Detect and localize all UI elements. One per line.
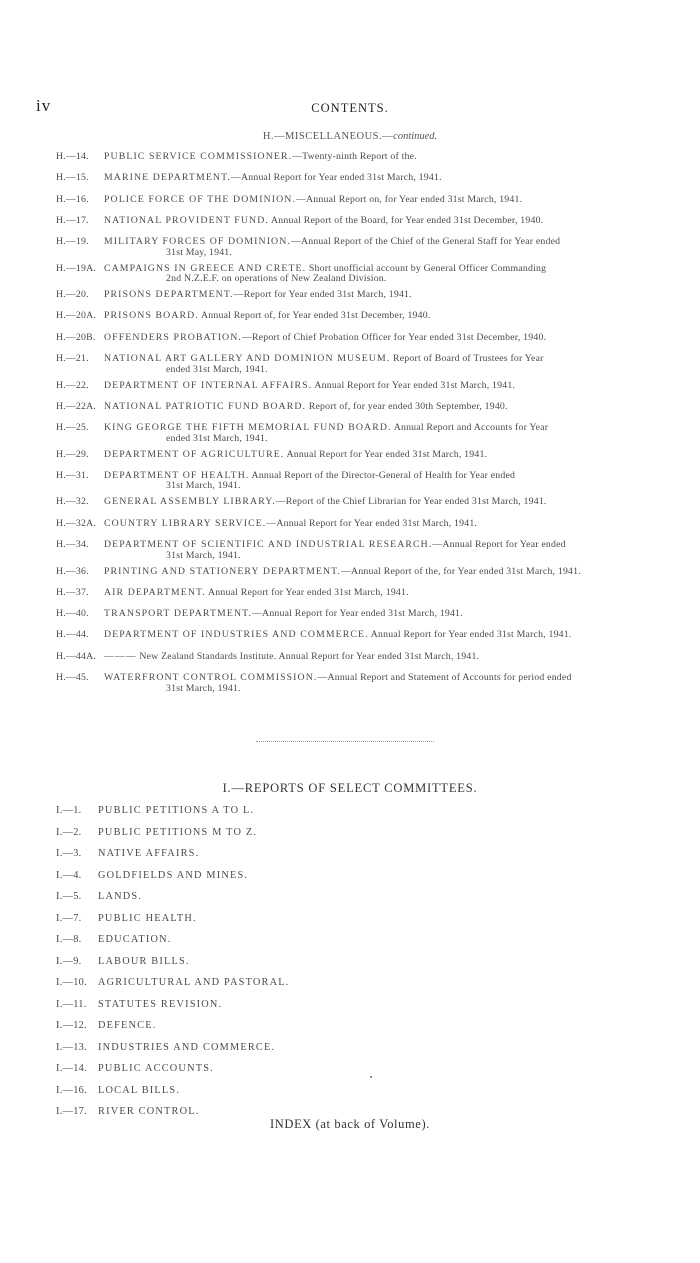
section-i-entry <box>56 1085 456 1107</box>
section-h-entry <box>56 290 651 301</box>
entry-text: PUBLIC PETITIONS A TO L. <box>98 805 255 816</box>
entry-text <box>104 630 651 641</box>
section-i-entry <box>56 1042 456 1064</box>
entry-description: Annual Report and Accounts for Year <box>391 422 549 434</box>
entry-title: PRINTING AND STATIONERY DEPARTMENT. <box>104 565 342 577</box>
entry-text <box>104 237 651 258</box>
entry-text <box>104 423 651 444</box>
section-h-entry <box>56 588 651 599</box>
entry-text <box>104 195 651 206</box>
entry-code: H.—44A. <box>56 650 97 662</box>
section-i-entry <box>56 934 456 956</box>
section-i-heading: I.—REPORTS OF SELECT COMMITTEES. <box>222 781 478 795</box>
entry-code: H.—21. <box>56 353 89 365</box>
section-h-heading-text: H.—MISCELLANEOUS.— <box>262 131 394 142</box>
section-h-entry <box>56 630 651 641</box>
section-i-entry <box>56 870 456 892</box>
entry-text <box>104 567 651 578</box>
entry-title: TRANSPORT DEPARTMENT. <box>104 608 253 620</box>
entry-description: New Zealand Standards Institute. Annual Report for Year ended 31st March, 1941. <box>136 650 480 662</box>
entry-title: DEPARTMENT OF SCIENTIFIC AND INDUSTRIAL RESEARCH. <box>104 539 433 551</box>
section-i-entry <box>56 1063 456 1085</box>
page-title: CONTENTS. <box>311 101 389 115</box>
entry-text: PUBLIC PETITIONS M TO Z. <box>98 826 258 838</box>
entry-code: H.—36. <box>56 565 89 577</box>
entry-text <box>104 290 651 301</box>
entry-code: I.—1. <box>56 805 82 816</box>
section-i-entry <box>56 827 456 849</box>
entry-text: PUBLIC ACCOUNTS. <box>98 1063 214 1074</box>
section-i-list <box>56 805 456 1128</box>
entry-text: EDUCATION. <box>98 934 172 945</box>
section-h-entry <box>56 216 651 227</box>
entry-title: WATERFRONT CONTROL COMMISSION. <box>104 672 318 684</box>
entry-text: LOCAL BILLS. <box>98 1084 181 1096</box>
entry-description: —Annual Report for Year ended 31st March, 1941. <box>252 608 463 620</box>
entry-text <box>104 519 651 530</box>
entry-description: Annual Report of the Board, for Year ended 31st December, 1940. <box>268 214 544 226</box>
entry-text <box>104 152 651 163</box>
entry-continuation: ended 31st March, 1941. <box>166 363 268 375</box>
entry-code: H.—40. <box>56 608 89 620</box>
entry-text <box>104 497 651 508</box>
entry-code: I.—13. <box>56 1041 87 1053</box>
entry-description: Annual Report for Year ended 31st March, 1941. <box>205 586 409 598</box>
entry-description: —Annual Report of the, for Year ended 31st March, 1941. <box>341 565 581 577</box>
entry-code: H.—45. <box>56 672 89 684</box>
entry-title: DEPARTMENT OF HEALTH. <box>104 469 250 481</box>
section-h-entry <box>56 402 651 413</box>
section-h-entry <box>56 152 651 163</box>
section-h-entry <box>56 540 651 561</box>
entry-description: Short unofficial account by General Officer Commanding <box>306 262 547 274</box>
section-i-entry <box>56 999 456 1021</box>
entry-title: CAMPAIGNS IN GREECE AND CRETE. <box>104 262 307 274</box>
entry-text: LANDS. <box>98 891 143 902</box>
entry-code: H.—17. <box>56 214 89 226</box>
entry-text <box>104 609 651 620</box>
entry-title: OFFENDERS PROBATION. <box>104 331 242 343</box>
entry-text <box>104 471 651 492</box>
stray-dot-mark <box>370 1076 372 1078</box>
section-h-entry <box>56 237 651 258</box>
entry-description: Annual Report for Year ended 31st March, 1941. <box>312 379 516 391</box>
entry-code: H.—19. <box>56 236 89 248</box>
entry-description: —Annual Report on, for Year ended 31st March, 1941. <box>296 193 523 205</box>
entry-title: MILITARY FORCES OF DOMINION. <box>104 236 291 248</box>
entry-title: PRISONS BOARD. <box>104 310 199 322</box>
entry-text: GOLDFIELDS AND MINES. <box>98 869 249 881</box>
entry-code: H.—20. <box>56 289 89 301</box>
section-h-entry <box>56 652 651 663</box>
section-h-entry <box>56 673 651 694</box>
entry-text <box>104 311 651 322</box>
entry-code: H.—16. <box>56 193 89 205</box>
entry-description: —Report of Chief Probation Officer for Year ended 31st December, 1940. <box>241 331 547 343</box>
entry-description: Annual Report for Year ended 31st March, 1941. <box>284 448 488 460</box>
section-h-entry <box>56 497 651 508</box>
entry-code: H.—20A. <box>56 310 97 322</box>
entry-code: I.—14. <box>56 1063 87 1074</box>
entry-text: STATUTES REVISION. <box>98 998 223 1010</box>
section-h-heading <box>0 131 700 142</box>
entry-text: DEFENCE. <box>98 1020 157 1031</box>
entry-text <box>104 450 651 461</box>
entry-text <box>104 216 651 227</box>
entry-text: AGRICULTURAL AND PASTORAL. <box>98 977 290 988</box>
entry-description: Annual Report of, for Year ended 31st December, 1940. <box>198 310 431 322</box>
entry-title: PRISONS DEPARTMENT. <box>104 289 234 301</box>
entry-description: —Twenty-ninth Report of the. <box>292 151 417 162</box>
entry-code: H.—19A. <box>56 262 97 274</box>
entry-text <box>104 540 651 561</box>
entry-title: DEPARTMENT OF INTERNAL AFFAIRS. <box>104 379 313 391</box>
section-i-entry <box>56 977 456 999</box>
entry-title: POLICE FORCE OF THE DOMINION. <box>104 193 297 205</box>
section-h-entry <box>56 333 651 344</box>
entry-code: H.—32. <box>56 496 89 508</box>
entry-continuation: 31st March, 1941. <box>166 682 241 694</box>
entry-description: —Annual Report of the Chief of the General Staff for Year ended <box>290 236 561 248</box>
section-h-entry <box>56 471 651 492</box>
entry-description: Report of Board of Trustees for Year <box>390 353 544 365</box>
entry-text: PUBLIC HEALTH. <box>98 912 197 924</box>
entry-title: NATIONAL ART GALLERY AND DOMINION MUSEUM. <box>104 353 391 365</box>
entry-text: INDUSTRIES AND COMMERCE. <box>98 1041 276 1053</box>
index-note: INDEX (at back of Volume). <box>270 1117 430 1131</box>
entry-code: H.—32A. <box>56 517 97 529</box>
entry-code: I.—2. <box>56 826 82 838</box>
section-h-entry <box>56 264 651 285</box>
entry-code: H.—34. <box>56 539 89 551</box>
section-i-entry <box>56 891 456 913</box>
entry-text <box>104 381 651 392</box>
entry-code: H.—15. <box>56 172 89 184</box>
entry-code: H.—22. <box>56 379 89 391</box>
entry-title: PUBLIC SERVICE COMMISSIONER. <box>104 151 293 162</box>
entry-continuation: 31st March, 1941. <box>166 549 241 561</box>
entry-text <box>104 588 651 599</box>
section-i-entry <box>56 805 456 827</box>
entry-title: NATIONAL PATRIOTIC FUND BOARD. <box>104 400 307 412</box>
section-h-entry <box>56 354 651 375</box>
entry-continuation: 2nd N.Z.E.F. on operations of New Zealand Division. <box>166 273 387 285</box>
entry-text <box>104 402 651 413</box>
entry-description: —Report of the Chief Librarian for Year ended 31st March, 1941. <box>275 496 547 508</box>
entry-code: I.—16. <box>56 1084 87 1096</box>
section-i-entry <box>56 848 456 870</box>
entry-code: I.—8. <box>56 934 82 945</box>
section-i-entry <box>56 1020 456 1042</box>
entry-code: H.—22A. <box>56 400 97 412</box>
entry-title: DEPARTMENT OF AGRICULTURE. <box>104 448 285 460</box>
section-divider <box>256 741 434 742</box>
entry-code: H.—29. <box>56 448 89 460</box>
entry-text: LABOUR BILLS. <box>98 955 190 967</box>
entry-code: I.—10. <box>56 977 87 988</box>
section-h-entry <box>56 173 651 184</box>
section-h-entry <box>56 567 651 578</box>
section-i-entry <box>56 956 456 978</box>
entry-description: —Report for Year ended 31st March, 1941. <box>233 289 412 301</box>
entry-description: —Annual Report for Year ended 31st March, 1941. <box>266 517 478 529</box>
section-h-list <box>56 152 651 694</box>
section-h-entry <box>56 381 651 392</box>
entry-code: I.—9. <box>56 955 82 967</box>
entry-code: I.—17. <box>56 1106 87 1117</box>
entry-description: —Annual Report for Year ended <box>432 539 566 551</box>
entry-title: MARINE DEPARTMENT. <box>104 172 231 184</box>
section-h-entry <box>56 450 651 461</box>
entry-continuation: 31st May, 1941. <box>166 246 233 258</box>
entry-description: Annual Report of the Director-General of Health for Year ended <box>249 469 516 481</box>
entry-description: Report of, for year ended 30th September, 1940. <box>306 400 508 412</box>
entry-code: H.—25. <box>56 422 89 434</box>
entry-text <box>104 673 651 694</box>
entry-title: ——— <box>104 650 137 662</box>
entry-continuation: 31st March, 1941. <box>166 480 241 492</box>
entry-text <box>104 173 651 184</box>
entry-title: GENERAL ASSEMBLY LIBRARY. <box>104 496 276 508</box>
entry-code: I.—11. <box>56 998 87 1010</box>
section-h-entry <box>56 519 651 530</box>
section-h-entry <box>56 311 651 322</box>
entry-code: I.—3. <box>56 848 82 859</box>
entry-code: H.—31. <box>56 469 89 481</box>
entry-code: H.—37. <box>56 586 89 598</box>
entry-code: I.—12. <box>56 1020 87 1031</box>
entry-code: I.—4. <box>56 869 82 881</box>
entry-text <box>104 333 651 344</box>
entry-text: RIVER CONTROL. <box>98 1106 200 1117</box>
entry-text <box>104 264 651 285</box>
entry-code: H.—20B. <box>56 331 96 343</box>
page-number: iv <box>36 96 52 115</box>
section-h-heading-continued: continued. <box>393 131 438 142</box>
entry-description: —Annual Report and Statement of Accounts for period ended <box>317 672 572 684</box>
section-h-entry <box>56 609 651 620</box>
entry-title: COUNTRY LIBRARY SERVICE. <box>104 517 267 529</box>
entry-description: —Annual Report for Year ended 31st March, 1941. <box>230 172 442 184</box>
entry-title: NATIONAL PROVIDENT FUND. <box>104 214 269 226</box>
entry-text: NATIVE AFFAIRS. <box>98 848 200 859</box>
entry-code: I.—7. <box>56 912 82 924</box>
entry-text <box>104 354 651 375</box>
entry-description: Annual Report for Year ended 31st March, 1941. <box>368 629 572 641</box>
entry-text <box>104 652 651 663</box>
section-h-entry <box>56 423 651 444</box>
entry-code: I.—5. <box>56 891 82 902</box>
entry-code: H.—44. <box>56 629 89 641</box>
entry-continuation: ended 31st March, 1941. <box>166 432 268 444</box>
entry-title: AIR DEPARTMENT. <box>104 586 206 598</box>
entry-title: DEPARTMENT OF INDUSTRIES AND COMMERCE. <box>104 629 369 641</box>
entry-code: H.—14. <box>56 151 89 162</box>
entry-title: KING GEORGE THE FIFTH MEMORIAL FUND BOARD. <box>104 422 392 434</box>
section-i-entry <box>56 913 456 935</box>
section-h-entry <box>56 195 651 206</box>
